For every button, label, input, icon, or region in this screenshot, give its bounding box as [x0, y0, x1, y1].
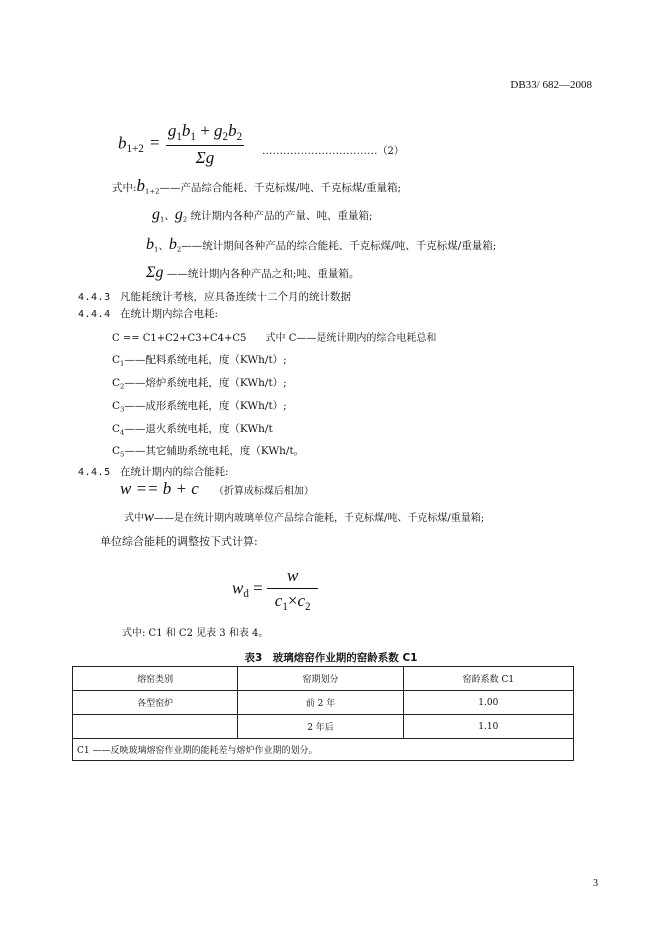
formula-equals: = — [150, 133, 160, 153]
table-header-cell: 窑期划分 — [238, 667, 403, 691]
table-row — [73, 691, 574, 715]
table-header-cell: 窑龄系数 C1 — [403, 667, 573, 691]
table-cell: 1.00 — [403, 691, 573, 715]
elec-formula: C == C1+C2+C3+C4+C5 式中 C——是统计期内的综合电耗总和 — [112, 333, 437, 344]
table-cell: 1.10 — [403, 715, 573, 739]
table-cell: 前 2 年 — [238, 691, 403, 715]
section-4-4-5 — [78, 464, 229, 479]
formula-2-leader — [262, 142, 404, 157]
section-number: 4.4.3 — [78, 292, 111, 303]
formula-denominator: Σg — [195, 147, 215, 167]
section-text: 在统计期内的综合能耗: — [119, 466, 229, 478]
document-code: DB33/ 682—2008 — [510, 79, 592, 91]
formula-lhs-sub: 1+2 — [126, 143, 144, 156]
formula-lhs: b — [118, 133, 127, 153]
def-b12: 式中$:b_{1+2}——$产品综合能耗、千克标煤/吨、千克标煤/重量箱; — [112, 176, 402, 196]
section-text: 凡能耗统计考核，应具备连续十二个月的统计数据 — [119, 291, 351, 303]
wd-fraction — [267, 566, 318, 613]
table-cell — [73, 715, 238, 739]
section-number: 4.4.4 — [78, 309, 111, 320]
table-header-row — [73, 667, 574, 691]
wd-numerator: w — [267, 566, 318, 589]
formula-fraction — [166, 121, 244, 168]
formula-number: （2） — [377, 146, 404, 157]
wd-formula: $w_d$ = $\frac{w}{c_1\times c_2}$ — [232, 566, 318, 613]
w-definition: 式中w——是在统计期内玻璃单位产品综合能耗，千克标煤/吨、千克标煤/重量箱; — [124, 509, 485, 525]
elec-item-c1: $C_1——$配料系统电耗，度（KWh/t）; — [112, 354, 287, 368]
def-g: $g_1$、$g_2$ 统计期内各种产品的产量、吨、重量箱; — [152, 206, 373, 224]
wd-note: 式中: C1 和 C2 见表 3 和表 4。 — [122, 628, 269, 639]
leader-dots: …………………………… — [262, 145, 378, 157]
section-4-4-3 — [78, 289, 351, 304]
formula-numerator: $g_1b_1 + g_2b_2$ — [166, 121, 244, 146]
table-3-caption: 表3 玻璃熔窑作业期的窑龄系数 C1 — [244, 652, 418, 664]
section-4-4-4 — [78, 306, 218, 321]
wd-denominator: $c_1\times c_2$ — [274, 591, 311, 613]
w-formula: w == b + c （折算成标煤后相加） — [120, 479, 314, 498]
section-number: 4.4.5 — [78, 467, 111, 478]
table-cell: 2 年后 — [238, 715, 403, 739]
table-header-cell: 熔窑类别 — [73, 667, 238, 691]
table-note: C1 ——反映玻璃熔窑作业期的能耗差与熔炉作业期的划分。 — [73, 739, 574, 761]
elec-item-c3: $C_3——$成形系统电耗，度（KWh/t）; — [112, 400, 287, 414]
elec-item-c2: $C_2——$熔炉系统电耗，度（KWh/t）; — [112, 377, 287, 391]
table-row — [73, 715, 574, 739]
def-b: $b_1$、$b_2——$统计期间各种产品的综合能耗、千克标煤/吨、千克标煤/重量箱; — [146, 236, 497, 254]
page-number: 3 — [593, 878, 598, 889]
adjust-text: 单位综合能耗的调整按下式计算: — [100, 535, 258, 548]
table-cell: 各型窑炉 — [73, 691, 238, 715]
formula-2 — [118, 121, 244, 168]
elec-item-c5: $C_5——$其它辅助系统电耗，度（KWh/t。 — [112, 445, 305, 459]
table-note-row — [73, 739, 574, 761]
elec-item-c4: $C_4——$退火系统电耗，度（KWh/t — [112, 423, 273, 437]
def-sg: Σg ——统计期内各种产品之和;吨、重量箱。 — [146, 264, 360, 281]
table-3 — [72, 666, 574, 761]
section-text: 在统计期内综合电耗: — [119, 308, 218, 320]
